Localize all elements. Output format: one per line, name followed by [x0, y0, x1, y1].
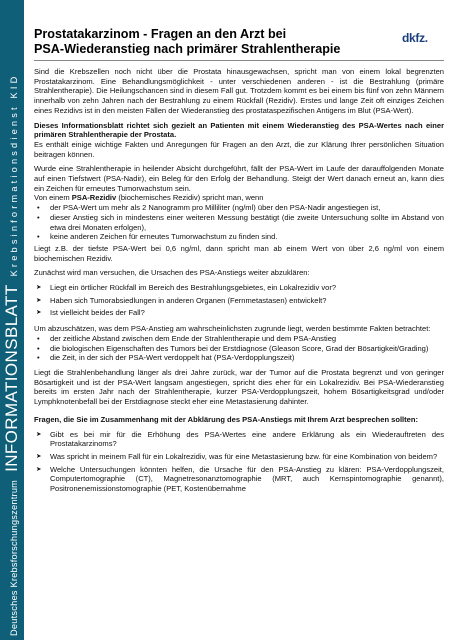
page-title: [34, 27, 444, 57]
sidebar-band: [0, 0, 24, 640]
questions-heading: Fragen, die Sie im Zusammenhang mit der Abklärung des PSA-Anstiegs mit Ihrem Arzt besprechen sollten:: [34, 414, 418, 424]
title-divider: [34, 60, 444, 61]
target-bold-text: Dieses Informationsblatt richtet sich gezielt an Patienten mit einem Wiederanstieg des PSA-Wertes nach einer primären Strahlentherapie der Prostata.: [34, 120, 444, 140]
list-item: • dieser Anstieg sich in mindestens einer weiteren Messung bestätigt (die zweite Untersuchung sollte im Abstand von etwa drei Monaten erfolgen),: [34, 213, 444, 232]
sidebar-text: [2, 74, 22, 636]
factors-list: [34, 334, 444, 363]
list-item: ➤ Haben sich Tumorabsiedlungen in anderen Organen (Fernmetastasen) entwickelt?: [34, 296, 444, 306]
list-item: • die Zeit, in der sich der PSA-Wert verdoppelt hat (PSA-Verdopplungszeit): [34, 353, 444, 363]
sidebar-doc-type: INFORMATIONSBLATT: [2, 284, 21, 472]
rezidiv-pre: Von einem: [34, 193, 72, 203]
questions-list: [34, 430, 444, 494]
list-item: ➤ Liegt ein örtlicher Rückfall im Bereich des Bestrahlungsgebietes, ein Lokalrezidiv vor?: [34, 283, 444, 293]
logo-text: dkfz.: [402, 31, 428, 45]
target-paragraph: [34, 121, 444, 160]
factors-intro: Um abzuschätzen, was dem PSA-Anstieg am wahrscheinlichsten zugrunde liegt, werden bestimmte Fakten betrachtet:: [34, 324, 431, 334]
list-item: ➤ Welche Untersuchungen könnten helfen, die Ursache für den PSA-Anstieg zu klären: PSA-Verdopplungszeit, Computertomographie (CT), Magnetresonanztomographie (MRT, auch Kernspintomographie genannt), Positronenemissionstomographie (PET, Kostenübernahme: [34, 465, 444, 494]
title-line-1: Prostatakarzinom - Fragen an den Arzt bei: [34, 27, 287, 41]
list-item: ➤ Ist vielleicht beides der Fall?: [34, 308, 444, 318]
causes-intro: Zunächst wird man versuchen, die Ursachen des PSA-Anstiegs weiter abzuklären:: [34, 268, 310, 278]
example-paragraph: Liegt z.B. der tiefste PSA-Wert bei 0,6 ng/ml, dann spricht man ab einem Wert von über 2,6 ng/ml von einem biochemischen Rezidiv.: [34, 243, 444, 263]
list-item: • der PSA-Wert um mehr als 2 Nanogramm pro Milliliter (ng/ml) über den PSA-Nadir angestiegen ist,: [34, 203, 444, 213]
sidebar-org-name: Deutsches Krebsforschungszentrum: [9, 479, 19, 636]
interpretation-paragraph: Liegt die Strahlenbehandlung länger als drei Jahre zurück, war der Tumor auf die Prostata begrenzt und von geringer Bösartigkeit und ist der PSA-Wert langsam angestiegen, spricht dies eher für ein Lokalrezidiv. Bei PSA-Wiederanstieg bereits im ersten Jahr nach der Strahlentherapie, kurzer PSA-Verdopplungszeit, hohem Bösartigkeitsgrad und/oder Lymphknotenbefall bei der Erstdiagnose steckt eher eine Metastasierung dahinter.: [34, 367, 444, 407]
rezidiv-definition: [34, 193, 444, 203]
intro-paragraph: Sind die Krebszellen noch nicht über die Prostata hinausgewachsen, spricht man von einem lokal begrenzten Prostatakarzinom. Eine Behandlungsmöglichkeit - unter verschiedenen anderen - ist die Bestrahlung (primäre Strahlentherapie). Die Heilungschancen sind in diesem Fall gut. Trotzdem kommt es bei einem bis fünf von zehn Männern innerhalb von zehn Jahren nach der Bestrahlung zu einem Rückfall (Rezidiv). Erstes und lange Zeit oft einziges Zeichen eines Rezidivs ist in den meisten Fällen der Wiederanstieg des prostataspezifischen Antigens im Blut (PSA-Wert).: [34, 67, 444, 115]
list-item: ➤ Gibt es bei mir für die Erhöhung des PSA-Wertes eine andere Erklärung als ein Wiederauftreten des Prostatakarzinoms?: [34, 430, 444, 449]
sidebar-service-name: Krebsinformationsdienst KID: [9, 73, 19, 277]
list-item: ➤ Was spricht in meinem Fall für ein Lokalrezidiv, was für eine Metastasierung bzw. für eine Kombination von beidem?: [34, 452, 444, 462]
rezidiv-post: (biochemisches Rezidiv) spricht man, wenn: [116, 193, 264, 203]
criteria-list: [34, 203, 444, 242]
target-text: Es enthält einige wichtige Fakten und Anregungen für Fragen an den Arzt, die zur Klärung Ihrer persönlichen Situation beitragen können.: [34, 139, 444, 159]
causes-list: [34, 283, 444, 318]
rezidiv-term: PSA-Rezidiv: [71, 193, 117, 203]
list-item: • der zeitliche Abstand zwischen dem Ende der Strahlentherapie und dem PSA-Anstieg: [34, 334, 444, 344]
list-item: • keine anderen Zeichen für erneutes Tumorwachstum zu finden sind.: [34, 232, 444, 242]
course-paragraph: Wurde eine Strahlentherapie in heilender Absicht durchgeführt, fällt der PSA-Wert im Laufe der darauffolgenden Monate auf einen Tiefstwert (PSA-Nadir), ein Beleg für den Erfolg der Behandlung. Steigt der Wert danach erneut an, kann dies ein Zeichen für erneutes Tumorwachstum sein.: [34, 164, 444, 193]
title-line-2: PSA-Wiederanstieg nach primärer Strahlentherapie: [34, 42, 341, 56]
document-content: [34, 27, 444, 497]
list-item: • die biologischen Eigenschaften des Tumors bei der Erstdiagnose (Gleason Score, Grad der Bösartigkeit/Grading): [34, 344, 444, 354]
